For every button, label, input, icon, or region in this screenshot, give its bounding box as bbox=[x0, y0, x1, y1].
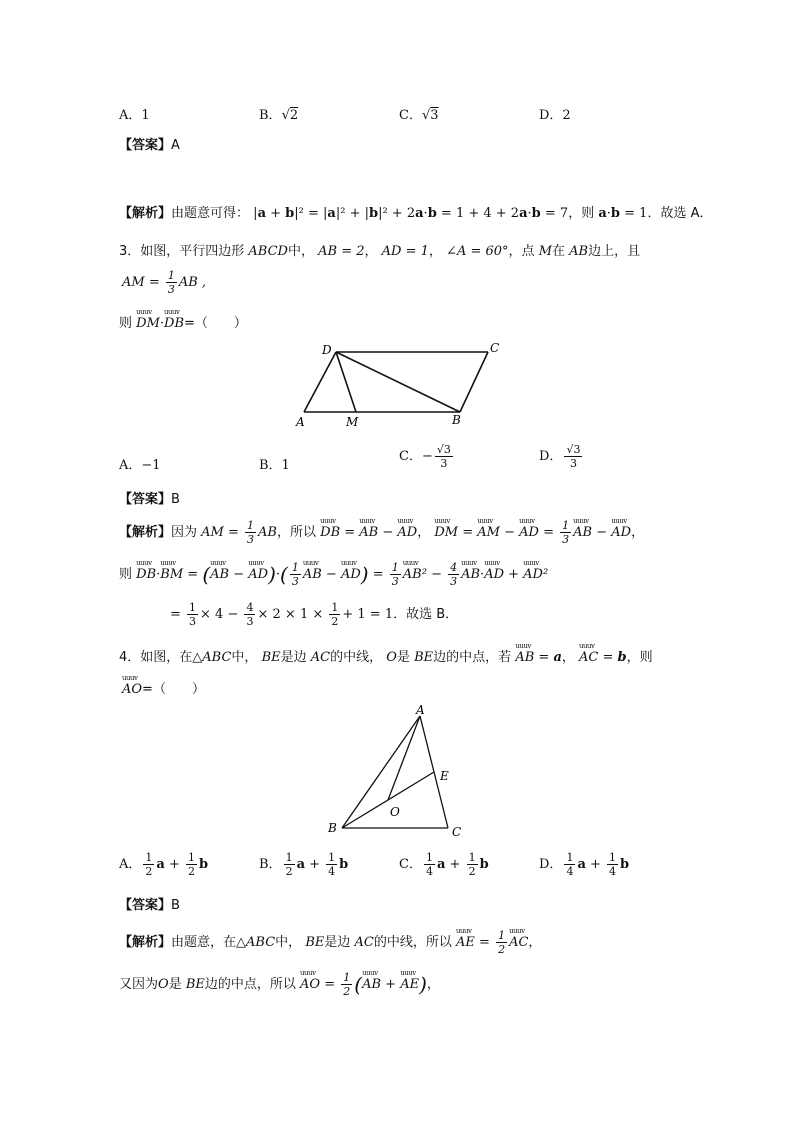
q2-option-a: A．1 bbox=[119, 108, 150, 123]
q2-option-b: B．√2 bbox=[259, 108, 299, 123]
q3-option-c: C．− $\frac{√3}{3}$ bbox=[399, 443, 451, 470]
label-b: B bbox=[452, 413, 461, 427]
q3-option-d: D． $\frac{√3}{3}$ bbox=[539, 443, 581, 470]
q4-option-d: D． $\frac{1}{4}$ a + $\frac{1}{4}$ b bbox=[539, 851, 630, 878]
segment-ab bbox=[342, 716, 420, 828]
segment-bc bbox=[460, 352, 488, 412]
q4-option-a: A． $\frac{1}{2}$ a + $\frac{1}{2}$ b bbox=[119, 851, 209, 878]
q4-triangle-figure bbox=[320, 700, 470, 842]
label-a: A bbox=[296, 415, 305, 429]
segment-ad bbox=[304, 352, 336, 412]
q2-analysis-formula: |a + b|² = |a|² + |b|² + 2a·b = 1 + 4 + 2a·b = 7 bbox=[253, 206, 569, 221]
q3-analysis-line3: = $\frac{1}{3}$ × 4 − $\frac{4}{3}$ × 2 × 1 × $\frac{1}{2}$ + 1 = 1．故选 B． bbox=[170, 601, 459, 628]
q3-analysis-line2: 则 uuuv DB·uuuv BM = (uuuv AB − uuuv AD)·( $\frac{1}{3}$ uuuv AB − uuuv AD) = $\frac{1}{3}$ uuuv AB² − $\frac{4}{3}$ uuuv AB·uuuv AD + uuuv AD² bbox=[119, 562, 548, 587]
label-o: O bbox=[390, 805, 400, 819]
q3-stem: 3．如图，平行四边形 ABCD中， AB = 2， AD = 1， ∠A = 60°，点 M在 AB边上，且 bbox=[119, 244, 641, 259]
label-d: D bbox=[322, 343, 332, 357]
q2-option-d: D．2 bbox=[539, 108, 571, 123]
q3-question: 则 uuuv DM·uuuv DB=（ ） bbox=[119, 312, 247, 331]
q4-analysis-line2: 又因为O是 BE边的中点，所以 uuuv AO = $\frac{1}{2}$ (uuuv AB + uuuv AE)， bbox=[119, 972, 440, 997]
q2-option-c: C．√3 bbox=[399, 108, 439, 123]
q4-option-b: B． $\frac{1}{2}$ a + $\frac{1}{4}$ b bbox=[259, 851, 349, 878]
label-m: M bbox=[346, 415, 359, 429]
label-e: E bbox=[440, 769, 449, 783]
label-c: C bbox=[490, 341, 500, 355]
q3-answer: 【答案】B bbox=[119, 492, 180, 507]
q4-stem: 4．如图，在△ABC中， BE是边 AC的中线， O是 BE边的中点，若 uuuv AB = a， uuuv AC = b，则 bbox=[119, 646, 653, 665]
q4-question: uuuv AO=（ ） bbox=[122, 678, 205, 697]
q4-option-c: C． $\frac{1}{4}$ a + $\frac{1}{2}$ b bbox=[399, 851, 489, 878]
label-c: C bbox=[452, 825, 462, 839]
q3-analysis-line1: 【解析】因为 AM = $\frac{1}{3}$ AB，所以 uuuv DB = uuuv AB − uuuv AD， uuuv DM = uuuv AM − uuuv AD = $\frac{1}{3}$ uuuv AB − uuuv AD， bbox=[119, 520, 644, 545]
q2-answer: 【答案】A bbox=[119, 138, 180, 153]
label-a: A bbox=[416, 703, 425, 717]
q3-option-a: A．−1 bbox=[119, 458, 161, 473]
q3-condition: AM = $\frac{1}{3}$ AB , bbox=[122, 269, 207, 296]
segment-ao bbox=[388, 716, 420, 800]
q3-option-b: B．1 bbox=[259, 458, 290, 473]
q3-parallelogram-figure bbox=[290, 336, 510, 432]
q4-answer: 【答案】B bbox=[119, 898, 180, 913]
q2-analysis: 【解析】由题意可得： |a + b|² = |a|² + |b|² + 2a·b = 1 + 4 + 2a·b = 7，则 a·b = 1．故选 A． bbox=[119, 206, 713, 221]
segment-db bbox=[336, 352, 460, 412]
label-b: B bbox=[328, 821, 337, 835]
q4-analysis-line1: 【解析】由题意，在△ABC中， BE是边 AC的中线，所以 uuuv AE = $\frac{1}{2}$ uuuv AC， bbox=[119, 930, 541, 955]
